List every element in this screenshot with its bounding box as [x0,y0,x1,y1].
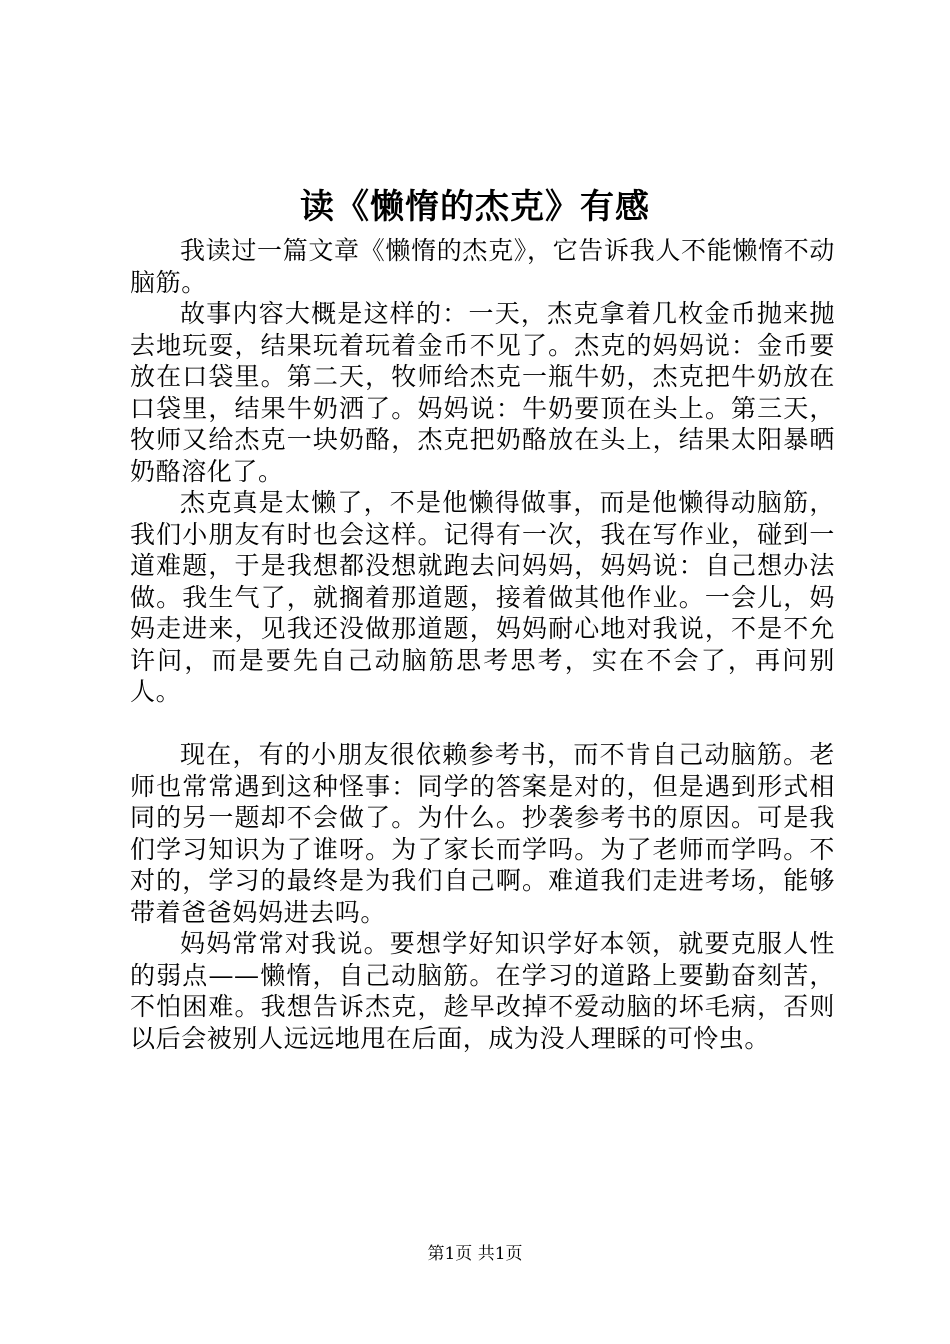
paragraph-2: 故事内容大概是这样的：一天，杰克拿着几枚金币抛来抛去地玩耍，结果玩着玩着金币不见了。杰克的妈妈说：金币要放在口袋里。第二天，牧师给杰克一瓶牛奶，杰克把牛奶放在口袋里，结果牛奶洒了。妈妈说：牛奶要顶在头上。第三天，牧师又给杰克一块奶酪，杰克把奶酪放在头上，结果太阳暴晒奶酪溶化了。 [130,299,835,486]
paragraph-4: 现在，有的小朋友很依赖参考书，而不肯自己动脑筋。老师也常常遇到这种怪事：同学的答案是对的，但是遇到形式相同的另一题却不会做了。为什么。抄袭参考书的原因。可是我们学习知识为了谁呀。为了家长而学吗。为了老师而学吗。不对的，学习的最终是为我们自己啊。难道我们走进考场，能够带着爸爸妈妈进去吗。 [130,740,835,927]
paragraph-5: 妈妈常常对我说。要想学好知识学好本领，就要克服人性的弱点——懒惰，自己动脑筋。在学习的道路上要勤奋刻苦，不怕困难。我想告诉杰克，趁早改掉不爱动脑的坏毛病，否则以后会被别人远远地甩在后面，成为没人理睬的可怜虫。 [130,929,835,1053]
article-body [130,235,835,1054]
paragraph-3: 杰克真是太懒了，不是他懒得做事，而是他懒得动脑筋，我们小朋友有时也会这样。记得有一次，我在写作业，碰到一道难题，于是我想都没想就跑去问妈妈，妈妈说：自己想办法做。我生气了，就搁着那道题，接着做其他作业。一会儿，妈妈走进来，见我还没做那道题，妈妈耐心地对我说，不是不允许问，而是要先自己动脑筋思考思考，实在不会了，再问别人。 [130,488,835,706]
page-number-footer: 第1页 共1页 [427,1244,523,1264]
paragraph-1: 我读过一篇文章《懒惰的杰克》，它告诉我人不能懒惰不动脑筋。 [130,236,835,297]
page-title: 读《懒惰的杰克》有感 [300,187,650,227]
